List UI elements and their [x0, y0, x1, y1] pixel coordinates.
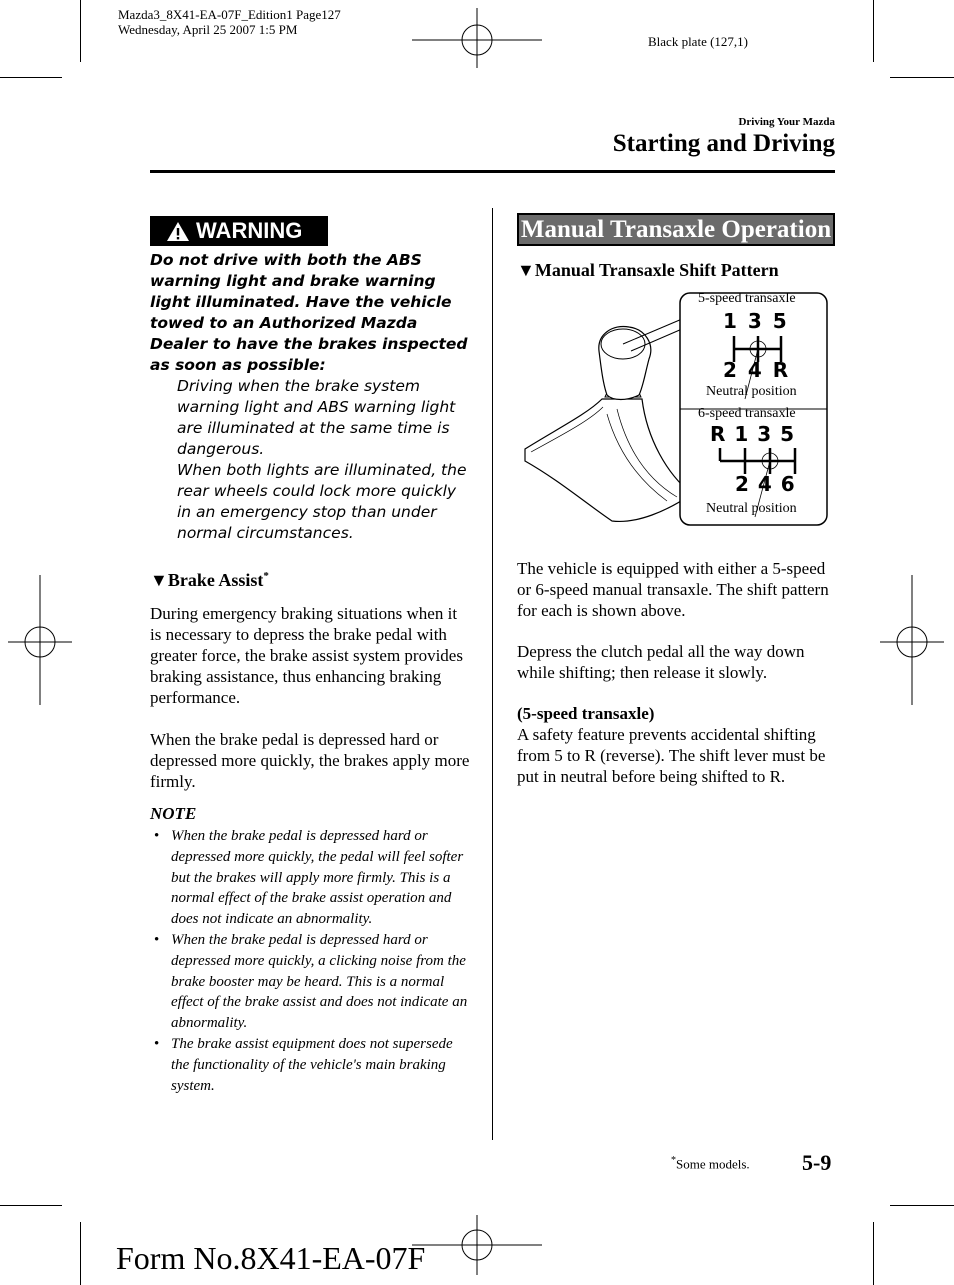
- page-number: 5-9: [802, 1150, 832, 1175]
- footnote: [671, 1155, 750, 1172]
- print-meta-date: Wednesday, April 25 2007 1:5 PM: [118, 22, 298, 37]
- triangle-down-icon: ▼: [517, 260, 535, 280]
- registration-mark-bottom: [412, 1215, 542, 1275]
- registration-mark-left: [8, 575, 72, 705]
- print-meta-file: Mazda3_8X41-EA-07F_Edition1 Page127: [118, 7, 341, 22]
- footnote-mark: *: [671, 1155, 676, 1166]
- brake-assist-heading: [150, 570, 470, 591]
- warning-badge: [150, 216, 328, 246]
- right-column: [517, 213, 837, 787]
- shift-pattern-figure: [517, 289, 835, 539]
- manual-transaxle-title: Manual Transaxle Operation: [520, 216, 832, 243]
- transaxle-para-2: Depress the clutch pedal all the way down while shifting; then release it slowly.: [517, 642, 805, 682]
- six-speed-bottom-gears: 2 4 6: [735, 472, 796, 496]
- print-meta: [118, 7, 341, 37]
- header-rule: [150, 170, 835, 173]
- column-divider: [492, 208, 493, 1140]
- five-speed-label: 5-speed transaxle: [698, 291, 796, 306]
- transaxle-para-1: The vehicle is equipped with either a 5-speed or 6-speed manual transaxle. The shift pattern for each is shown above.: [517, 559, 829, 620]
- warning-bold-text: Do not drive with both the ABS warning light and brake warning light illuminated. Have the vehicle towed to an Authorized Mazda Dealer to have the brakes inspected as soon as possible:: [150, 251, 468, 374]
- note-title: NOTE: [150, 804, 197, 823]
- warning-triangle-icon: [166, 221, 190, 242]
- section-name: Driving Your Mazda: [738, 116, 835, 128]
- six-speed-label: 6-speed transaxle: [698, 406, 796, 421]
- note-list: [150, 826, 470, 1096]
- plate-label: Black plate (127,1): [648, 34, 748, 49]
- footnote-text: Some models.: [676, 1156, 750, 1172]
- left-column: [150, 216, 470, 1096]
- five-speed-bottom-gears: 2 4 R: [723, 358, 791, 382]
- note-item: • When the brake pedal is depressed hard or depressed more quickly, the pedal will feel softer but the brakes will apply more firmly. This is a normal effect of the brake assist operation and does not indicate an abnormality.: [150, 826, 470, 930]
- shift-pattern-heading: [517, 260, 837, 281]
- neutral-position-label-2: Neutral position: [706, 501, 797, 516]
- warning-label: WARNING: [196, 218, 303, 243]
- warning-body-1: Driving when the brake system warning light and ABS warning light are illuminated at the same time is dangerous.: [177, 377, 456, 458]
- brake-assist-para-2: When the brake pedal is depressed hard or depressed more quickly, the brakes apply more firmly.: [150, 730, 470, 791]
- neutral-position-label-1: Neutral position: [706, 384, 797, 399]
- transaxle-para-3: A safety feature prevents accidental shifting from 5 to R (reverse). The shift lever must be put in neutral before being shifted to R.: [517, 725, 826, 786]
- registration-mark-top: [412, 8, 542, 68]
- five-speed-sublabel: (5-speed transaxle): [517, 704, 655, 723]
- some-models-mark: *: [263, 570, 269, 582]
- six-speed-top-gears: R 1 3 5: [710, 422, 796, 446]
- brake-assist-para-1: During emergency braking situations when it is necessary to depress the brake pedal with greater force, the brake assist system provides braking assistance, thus enhancing braking performance.: [150, 604, 463, 707]
- form-number: Form No.8X41-EA-07F: [116, 1240, 426, 1276]
- registration-mark-right: [880, 575, 944, 705]
- warning-body-2: When both lights are illuminated, the rear wheels could lock more quickly in an emergency stop than under normal circumstances.: [177, 461, 467, 542]
- triangle-down-icon: ▼: [150, 570, 168, 590]
- manual-transaxle-header: [517, 213, 835, 246]
- shift-pattern-title: Manual Transaxle Shift Pattern: [534, 260, 779, 280]
- note-item: • The brake assist equipment does not supersede the functionality of the vehicle's main braking system.: [150, 1034, 470, 1096]
- page-title: Starting and Driving: [612, 130, 835, 157]
- note-item: • When the brake pedal is depressed hard or depressed more quickly, a clicking noise from the brake booster may be heard. This is a normal effect of the brake assist and does not indicate an abnormality.: [150, 930, 470, 1034]
- five-speed-top-gears: 1 3 5: [723, 309, 789, 333]
- brake-assist-title: Brake Assist: [167, 570, 264, 590]
